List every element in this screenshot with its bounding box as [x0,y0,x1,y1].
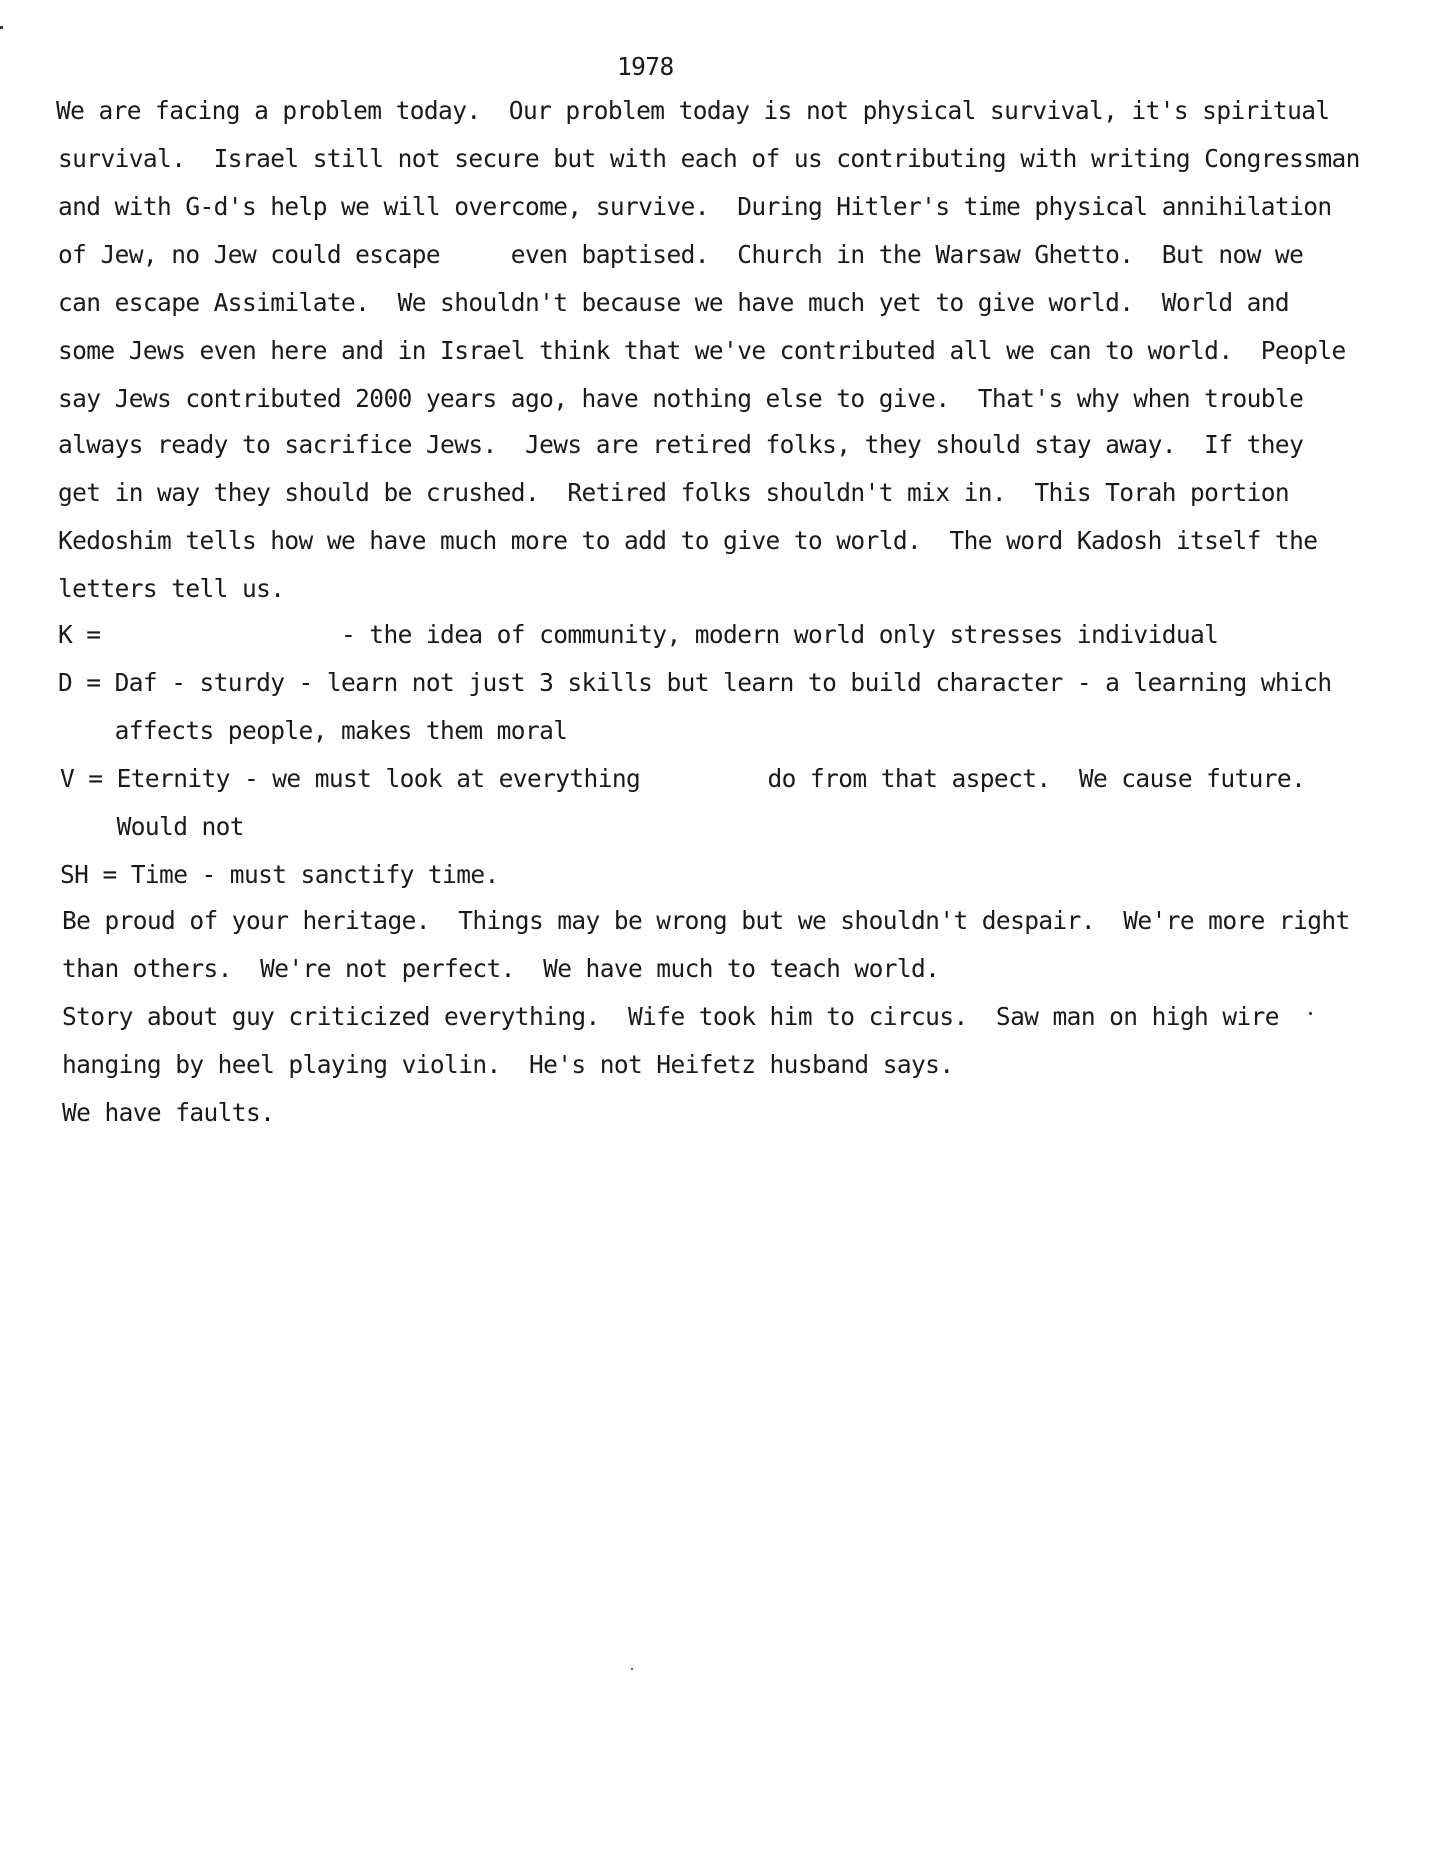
page-number: 1978 [617,52,674,81]
text-line: V = Eternity - we must look at everything do from that aspect. We cause future. [60,764,1306,793]
scan-speck [631,1668,633,1670]
text-line: get in way they should be crushed. Retired folks shouldn't mix in. This Torah portion [58,478,1290,507]
scan-corner-mark [0,26,3,29]
text-line: say Jews contributed 2000 years ago, have nothing else to give. That's why when trouble [58,384,1304,413]
text-line: always ready to sacrifice Jews. Jews are retired folks, they should stay away. If they [58,430,1304,459]
text-line: Would not [60,812,244,841]
text-line: survival. Israel still not secure but with each of us contributing with writing Congressman [58,144,1360,173]
text-line: and with G-d's help we will overcome, survive. During Hitler's time physical annihilation [58,192,1332,221]
text-line: D = Daf - sturdy - learn not just 3 skills but learn to build character - a learning which [58,668,1332,697]
text-line: Story about guy criticized everything. Wife took him to circus. Saw man on high wire [62,1002,1279,1031]
text-line: K = - the idea of community, modern world only stresses individual [58,620,1219,649]
text-line: SH = Time - must sanctify time. [60,860,499,889]
text-line: hanging by heel playing violin. He's not Heifetz husband says. [62,1050,954,1079]
text-line: letters tell us. [58,574,285,603]
scan-speck [1309,1012,1312,1015]
text-line: than others. We're not perfect. We have much to teach world. [62,954,940,983]
text-line: can escape Assimilate. We shouldn't because we have much yet to give world. World and [58,288,1290,317]
text-line: We are facing a problem today. Our problem today is not physical survival, it's spiritual [56,96,1330,125]
text-line: Be proud of your heritage. Things may be wrong but we shouldn't despair. We're more right [62,906,1350,935]
text-line: affects people, makes them moral [58,716,568,745]
text-line: some Jews even here and in Israel think that we've contributed all we can to world. People [58,336,1346,365]
text-line: of Jew, no Jew could escape even baptised. Church in the Warsaw Ghetto. But now we [58,240,1304,269]
text-line: Kedoshim tells how we have much more to add to give to world. The word Kadosh itself the [58,526,1318,555]
text-line: We have faults. [62,1098,275,1127]
